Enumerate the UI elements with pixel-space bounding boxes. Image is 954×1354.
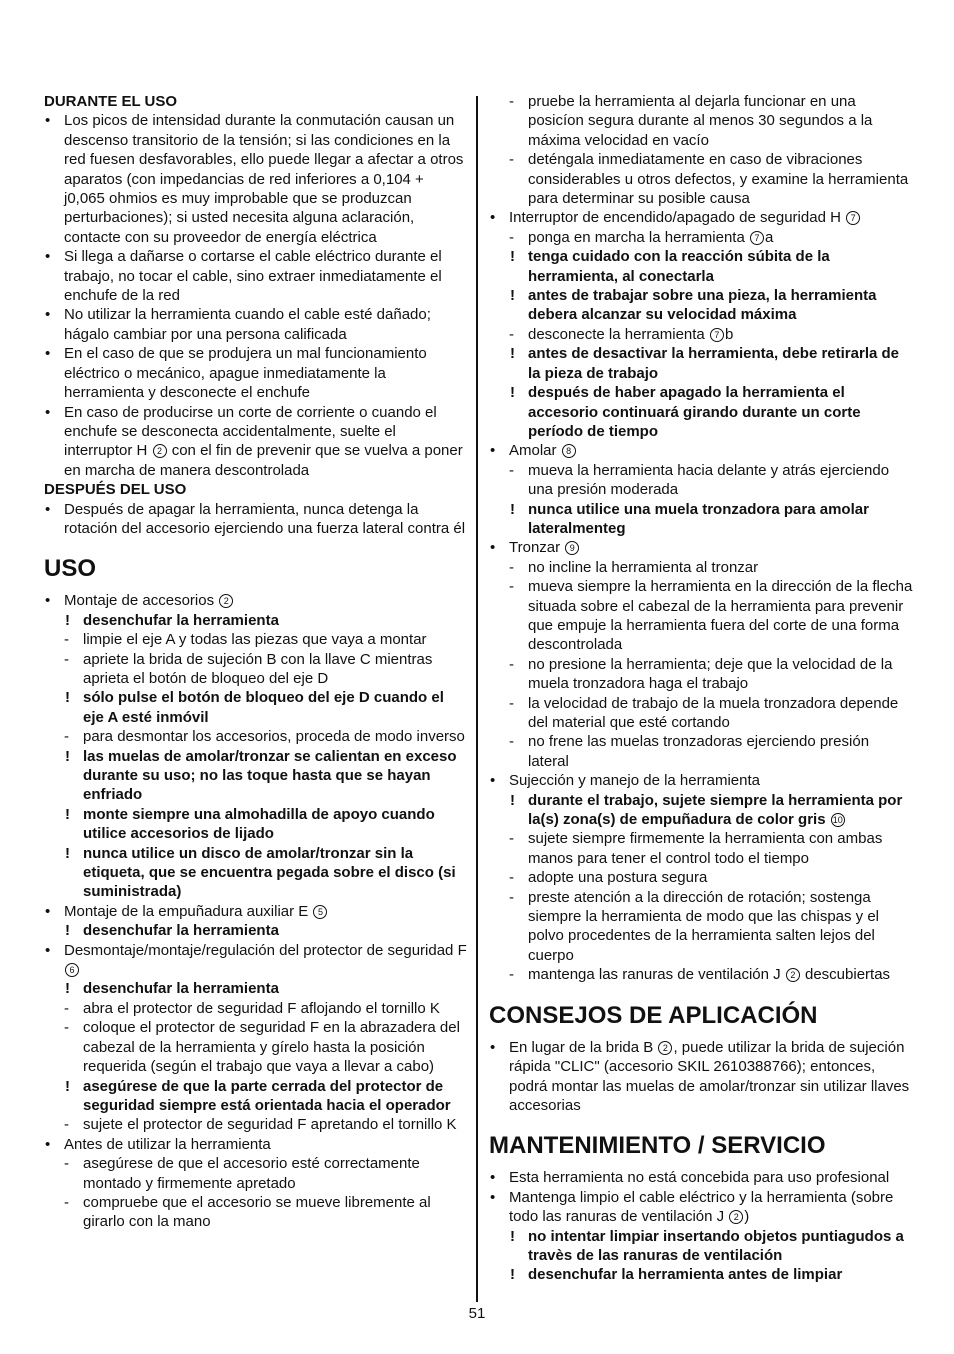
- figure-reference-badge: 2: [729, 1210, 743, 1224]
- dash-item: - la velocidad de trabajo de la muela tronzadora depende del material que esté cortando: [489, 694, 914, 733]
- column-divider: [476, 96, 478, 1302]
- bullet-item: • Tronzar 9: [489, 538, 914, 557]
- bullet-item: • Si llega a dañarse o cortarse el cable eléctrico durante el trabajo, no tocar el cable, sino extraer inmediatamente el enchufe de la red: [44, 247, 468, 305]
- warning-item: ! sólo pulse el botón de bloqueo del eje D cuando el eje A esté inmóvil: [44, 688, 468, 727]
- bullet-item: • Mantenga limpio el cable eléctrico y la herramienta (sobre todo las ranuras de ventilación J 2 ): [489, 1188, 914, 1227]
- warning-item: ! desenchufar la herramienta: [44, 921, 468, 940]
- figure-reference-badge: 10: [832, 815, 843, 826]
- bullet-item: • Amolar 8: [489, 441, 914, 460]
- bullet-item: • Antes de utilizar la herramienta: [44, 1135, 468, 1154]
- warning-item: ! no intentar limpiar insertando objetos puntiagudos a travès de las ranuras de ventilación: [489, 1227, 914, 1266]
- warning-item: ! nunca utilice un disco de amolar/tronzar sin la etiqueta, que se encuentra pegada sobre el disco (si suministrada): [44, 844, 468, 902]
- figure-reference-badge: 2: [786, 968, 800, 982]
- bullet-item: • Sujección y manejo de la herramienta: [489, 771, 914, 790]
- dash-item: - compruebe que el accesorio se mueve libremente al girarlo con la mano: [44, 1193, 468, 1232]
- dash-item: - mueva siempre la herramienta en la dirección de la flecha situada sobre el cabezal de la herramienta para prevenir que empuje la herramienta fuera del corte de una forma descontrolada: [489, 577, 914, 655]
- section-heading: DESPUÉS DEL USO: [44, 481, 187, 499]
- bullet-item: • Después de apagar la herramienta, nunca detenga la rotación del accesorio ejerciendo una fuerza lateral contra él: [44, 500, 468, 539]
- figure-reference-badge: 2: [219, 594, 233, 608]
- dash-item: - pruebe la herramienta al dejarla funcionar en una posicíon segura durante al menos 30 segundos a la máxima velocidad en vacío: [489, 92, 914, 150]
- bullet-item: • En lugar de la brida B 2 , puede utilizar la brida de sujeción rápida "CLIC" (accesorio SKIL 2610388766); entonces, podrá montar las muelas de amolar/tronzar sin utilizar llaves accesorias: [489, 1038, 914, 1116]
- right-column: [489, 92, 914, 1285]
- figure-reference-badge: 7: [846, 211, 860, 225]
- dash-item: - preste atención a la dirección de rotación; sostenga siempre la herramienta de modo que las chispas y el polvo procedentes de la herramienta salten lejos del cuerpo: [489, 888, 914, 966]
- warning-item: ! nunca utilice una muela tronzadora para amolar lateralmenteg: [489, 500, 914, 539]
- warning-item: ! antes de desactivar la herramienta, debe retirarla de la pieza de trabajo: [489, 344, 914, 383]
- figure-reference-badge: 2: [658, 1041, 672, 1055]
- dash-item: - asegúrese de que el accesorio esté correctamente montado y firmemente apretado: [44, 1154, 468, 1193]
- dash-item: - abra el protector de seguridad F aflojando el tornillo K: [44, 999, 468, 1018]
- dash-item: - no presione la herramienta; deje que la velocidad de la muela tronzadora haga el trabajo: [489, 655, 914, 694]
- bullet-item: • Desmontaje/montaje/regulación del protector de seguridad F 6: [44, 941, 468, 980]
- figure-reference-badge: 6: [65, 963, 79, 977]
- figure-reference-badge: 2: [153, 444, 167, 458]
- dash-item: - limpie el eje A y todas las piezas que vaya a montar: [44, 630, 468, 649]
- dash-item: - no frene las muelas tronzadoras ejerciendo presión lateral: [489, 732, 914, 771]
- dash-item: - mantenga las ranuras de ventilación J 2 descubiertas: [489, 965, 914, 984]
- figure-reference-badge: 7: [710, 328, 724, 342]
- warning-item: ! monte siempre una almohadilla de apoyo cuando utilice accesorios de lijado: [44, 805, 468, 844]
- warning-item: ! durante el trabajo, sujete siempre la herramienta por la(s) zona(s) de empuñadura de color gris 10: [489, 791, 914, 830]
- dash-item: - apriete la brida de sujeción B con la llave C mientras aprieta el botón de bloqueo del eje D: [44, 650, 468, 689]
- dash-item: - para desmontar los accesorios, proceda de modo inverso: [44, 727, 468, 746]
- bullet-item: • No utilizar la herramienta cuando el cable esté dañado; hágalo cambiar por una persona calificada: [44, 305, 468, 344]
- dash-item: - ponga en marcha la herramienta 7 a: [489, 228, 914, 247]
- chapter-heading: MANTENIMIENTO / SERVICIO: [489, 1132, 826, 1160]
- dash-item: - adopte una postura segura: [489, 868, 914, 887]
- dash-item: - desconecte la herramienta 7 b: [489, 325, 914, 344]
- dash-item: - sujete siempre firmemente la herramienta con ambas manos para tener el control todo el tiempo: [489, 829, 914, 868]
- dash-item: - deténgala inmediatamente en caso de vibraciones considerables u otros defectos, y examine la herramienta para determinar su posible causa: [489, 150, 914, 208]
- bullet-item: • Los picos de intensidad durante la conmutación causan un descenso transitorio de la tensión; si las condiciones en la red fuesen desfavorables, ello puede llegar a afectar a otros aparatos (con impedancias de red inferiores a 0,104 + j0,065 ohmios es muy improbable que se produzcan perturbaciones); si usted necesita alguna aclaración, contacte con su proveedor de energía eléctrica: [44, 111, 468, 247]
- dash-item: - coloque el protector de seguridad F en la abrazadera del cabezal de la herramienta y gírelo hasta la posición requerida (según el trabajo que vaya a llevar a cabo): [44, 1018, 468, 1076]
- warning-item: ! antes de trabajar sobre una pieza, la herramienta debera alcanzar su velocidad máxima: [489, 286, 914, 325]
- dash-item: - no incline la herramienta al tronzar: [489, 558, 914, 577]
- warning-item: ! desenchufar la herramienta: [44, 979, 468, 998]
- dash-item: - mueva la herramienta hacia delante y atrás ejerciendo una presión moderada: [489, 461, 914, 500]
- chapter-heading: CONSEJOS DE APLICACIÓN: [489, 1001, 818, 1029]
- bullet-item: • Interruptor de encendido/apagado de seguridad H 7: [489, 208, 914, 227]
- bullet-item: • En caso de producirse un corte de corriente o cuando el enchufe se desconecta accidentalmente, suelte el interruptor H 2 con el fin de prevenir que se vuelva a poner en marcha de manera descontrolada: [44, 403, 468, 481]
- warning-item: ! después de haber apagado la herramienta el accesorio continuará girando durante un corte período de tiempo: [489, 383, 914, 441]
- figure-reference-badge: 5: [313, 905, 327, 919]
- warning-item: ! asegúrese de que la parte cerrada del protector de seguridad siempre está orientada hacia el operador: [44, 1077, 468, 1116]
- left-column: [44, 92, 468, 1232]
- figure-reference-badge: 8: [562, 444, 576, 458]
- warning-item: ! desenchufar la herramienta antes de limpiar: [489, 1265, 914, 1284]
- chapter-heading: USO: [44, 555, 97, 583]
- bullet-item: • Montaje de accesorios 2: [44, 591, 468, 610]
- dash-item: - sujete el protector de seguridad F apretando el tornillo K: [44, 1115, 468, 1134]
- warning-item: ! tenga cuidado con la reacción súbita de la herramienta, al conectarla: [489, 247, 914, 286]
- warning-item: ! desenchufar la herramienta: [44, 611, 468, 630]
- page-number: 51: [468, 1305, 486, 1322]
- bullet-item: • En el caso de que se produjera un mal funcionamiento eléctrico o mecánico, apague inmediatamente la herramienta y desconecte el enchufe: [44, 344, 468, 402]
- warning-item: ! las muelas de amolar/tronzar se calientan en exceso durante su uso; no las toque hasta que se hayan enfriado: [44, 747, 468, 805]
- bullet-item: • Esta herramienta no está concebida para uso profesional: [489, 1168, 914, 1187]
- section-heading: DURANTE EL USO: [44, 93, 178, 110]
- bullet-item: • Montaje de la empuñadura auxiliar E 5: [44, 902, 468, 921]
- figure-reference-badge: 9: [565, 541, 579, 555]
- figure-reference-badge: 7: [750, 231, 764, 245]
